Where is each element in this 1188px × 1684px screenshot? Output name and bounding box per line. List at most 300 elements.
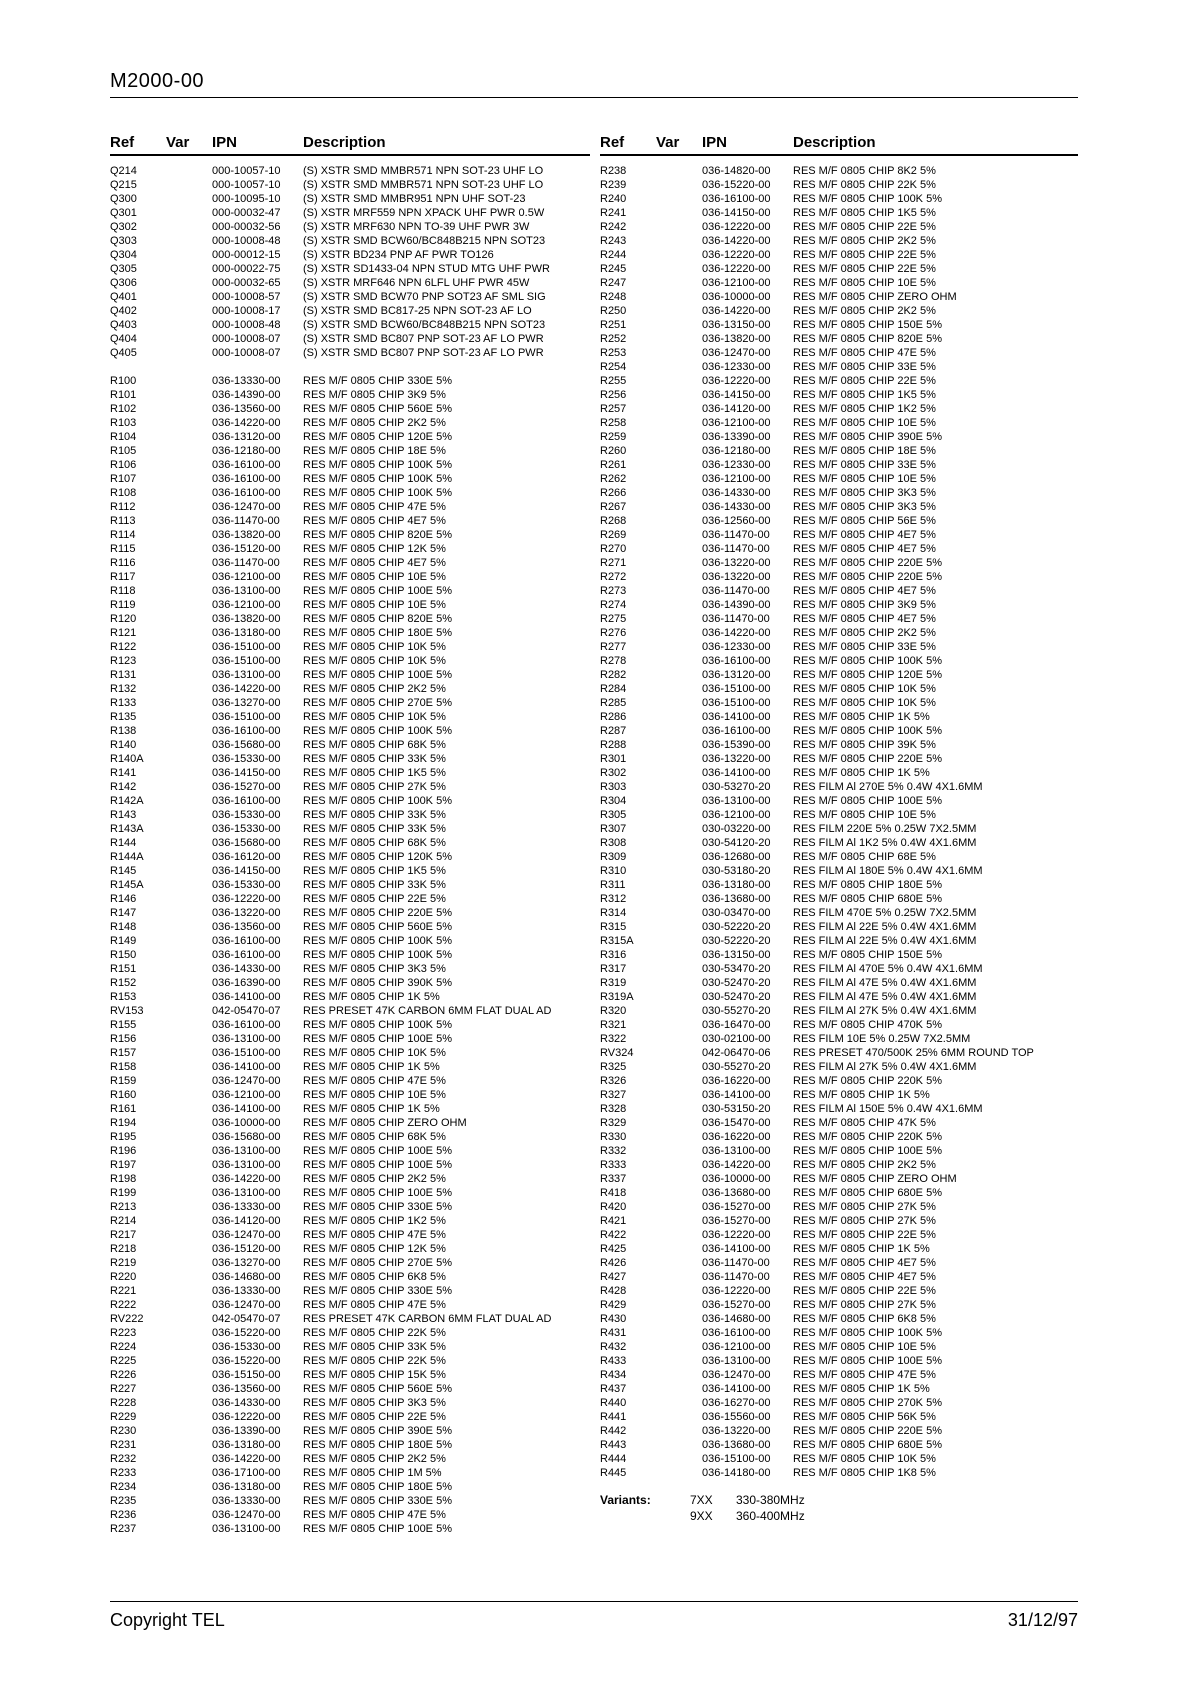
part-description: RES M/F 0805 CHIP 1K 5% [303,991,440,1003]
part-description: RES M/F 0805 CHIP 220E 5% [793,753,942,765]
part-row [600,850,1078,864]
part-row [600,738,1078,752]
part-ref: RV153 [110,1005,144,1017]
part-ref: R196 [110,1145,137,1157]
part-ref: R444 [600,1453,627,1465]
part-description: (S) XSTR SMD BC817-25 NPN SOT-23 AF LO [303,305,532,317]
part-description: RES M/F 0805 CHIP 220K 5% [793,1075,942,1087]
part-ipn: 036-13100-00 [212,1523,281,1535]
part-description: RES M/F 0805 CHIP 4E7 5% [793,613,936,625]
part-ipn: 036-12220-00 [702,263,771,275]
part-description: RES M/F 0805 CHIP 8K2 5% [793,165,936,177]
part-description: RES M/F 0805 CHIP 68E 5% [793,851,936,863]
part-description: RES M/F 0805 CHIP 47E 5% [303,1509,446,1521]
part-description: RES M/F 0805 CHIP 22E 5% [303,893,446,905]
part-ipn: 036-12100-00 [212,571,281,583]
part-ipn: 030-55270-20 [702,1005,771,1017]
part-row [600,976,1078,990]
part-row [600,304,1078,318]
part-ref: R229 [110,1411,137,1423]
part-ref: R142A [110,795,144,807]
part-description: RES M/F 0805 CHIP 3K3 5% [303,1397,446,1409]
part-row [600,696,1078,710]
part-ref: R326 [600,1075,627,1087]
part-row [600,682,1078,696]
part-row [600,360,1078,374]
part-description: RES M/F 0805 CHIP 1K 5% [793,767,930,779]
part-description: RES M/F 0805 CHIP 100K 5% [303,487,452,499]
part-ipn: 000-00022-75 [212,263,281,275]
part-ipn: 000-00032-65 [212,277,281,289]
part-row [110,178,590,192]
part-description: RES M/F 0805 CHIP 1K 5% [303,1061,440,1073]
part-description: RES FILM Al 180E 5% 0.4W 4X1.6MM [793,865,983,877]
part-description: RES M/F 0805 CHIP 100K 5% [793,193,942,205]
part-ref: R431 [600,1327,627,1339]
part-ipn: 030-52470-20 [702,977,771,989]
part-ref: R422 [600,1229,627,1241]
part-description: RES M/F 0805 CHIP 1K5 5% [793,207,936,219]
part-row [110,1522,590,1536]
part-ipn: 036-13180-00 [212,1481,281,1493]
part-row [600,542,1078,556]
part-ipn: 036-15100-00 [702,683,771,695]
part-ipn: 036-14390-00 [212,389,281,401]
part-row [110,1130,590,1144]
part-row [600,1340,1078,1354]
part-description: RES M/F 0805 CHIP 330E 5% [303,1201,452,1213]
part-description: RES M/F 0805 CHIP 120K 5% [303,851,452,863]
part-description: RES M/F 0805 CHIP 10K 5% [303,655,446,667]
part-ipn: 000-00032-47 [212,207,281,219]
part-row [600,1144,1078,1158]
part-ipn: 036-13390-00 [212,1425,281,1437]
part-row [600,556,1078,570]
part-ref: R266 [600,487,627,499]
part-ref: R253 [600,347,627,359]
part-row [600,1312,1078,1326]
part-description: RES M/F 0805 CHIP 10E 5% [793,809,936,821]
part-ref: R218 [110,1243,137,1255]
part-ref: R441 [600,1411,627,1423]
part-row [110,710,590,724]
part-row [600,346,1078,360]
part-ipn: 036-14820-00 [702,165,771,177]
part-description: RES M/F 0805 CHIP 22E 5% [793,263,936,275]
part-row [110,1186,590,1200]
part-row [110,528,590,542]
part-ipn: 030-53180-20 [702,865,771,877]
part-description: RES M/F 0805 CHIP 1K5 5% [793,389,936,401]
part-ipn: 036-13220-00 [702,753,771,765]
part-ref: Q401 [110,291,137,303]
part-ipn: 000-10008-07 [212,347,281,359]
part-ipn: 036-13330-00 [212,1201,281,1213]
part-ref: R117 [110,571,136,583]
part-ipn: 036-14220-00 [702,1159,771,1171]
part-ipn: 036-12470-00 [702,347,771,359]
part-row [110,318,590,332]
part-ipn: 042-06470-06 [702,1047,771,1059]
part-row [110,234,590,248]
part-ref: R315 [600,921,627,933]
part-row [110,290,590,304]
part-description: RES M/F 0805 CHIP 390E 5% [303,1425,452,1437]
part-ipn: 036-15100-00 [212,1047,281,1059]
part-description: RES M/F 0805 CHIP 47E 5% [303,1075,446,1087]
part-row [110,1060,590,1074]
part-row [600,654,1078,668]
part-description: RES M/F 0805 CHIP 2K2 5% [793,305,936,317]
part-description: RES M/F 0805 CHIP 220E 5% [303,907,452,919]
part-row [110,1074,590,1088]
part-row [110,696,590,710]
parts-list-right [600,164,1078,1480]
part-ref: R270 [600,543,627,555]
part-description: RES M/F 0805 CHIP 220E 5% [793,1425,942,1437]
part-row [600,500,1078,514]
part-row [110,514,590,528]
part-ref: R114 [110,529,136,541]
part-row [110,430,590,444]
part-row [600,234,1078,248]
part-description: RES M/F 0805 CHIP 3K3 5% [793,487,936,499]
part-row [600,920,1078,934]
part-ipn: 036-11470-00 [702,613,770,625]
part-ipn: 036-14220-00 [702,305,771,317]
part-ipn: 036-15330-00 [212,823,281,835]
part-description: RES M/F 0805 CHIP 6K8 5% [793,1313,936,1325]
part-ipn: 036-12470-00 [212,1229,281,1241]
column-header-ipn: IPN [702,134,728,151]
part-row [600,1424,1078,1438]
part-ipn: 036-15100-00 [212,711,281,723]
part-description: RES M/F 0805 CHIP 820E 5% [303,529,452,541]
variant-row [600,1508,1078,1524]
part-description: RES M/F 0805 CHIP 1K8 5% [793,1467,936,1479]
part-ref: Q300 [110,193,137,205]
part-ipn: 030-53270-20 [702,781,771,793]
part-row [600,906,1078,920]
part-row [110,864,590,878]
part-ref: R247 [600,277,627,289]
part-ipn: 036-14330-00 [212,1397,281,1409]
part-ref: R225 [110,1355,137,1367]
part-ipn: 036-15100-00 [212,655,281,667]
part-ref: R121 [110,627,137,639]
part-row [110,1312,590,1326]
part-row [110,1018,590,1032]
part-description: RES M/F 0805 CHIP 1K 5% [793,711,930,723]
part-ref: R102 [110,403,137,415]
part-ref: R305 [600,809,627,821]
part-description: RES M/F 0805 CHIP ZERO OHM [303,1117,467,1129]
part-ipn: 036-14100-00 [212,991,281,1003]
part-description: RES FILM Al 27K 5% 0.4W 4X1.6MM [793,1005,977,1017]
part-row [600,290,1078,304]
part-ipn: 036-10000-00 [702,291,771,303]
part-ref: R275 [600,613,627,625]
part-row [600,444,1078,458]
part-description: (S) XSTR MRF646 NPN 6LFL UHF PWR 45W [303,277,530,289]
part-row [110,304,590,318]
part-row [600,1200,1078,1214]
part-ref: R425 [600,1243,627,1255]
part-ipn: 036-12680-00 [702,851,771,863]
part-ref: R214 [110,1215,137,1227]
part-description: RES M/F 0805 CHIP 33K 5% [303,809,446,821]
part-description: RES M/F 0805 CHIP ZERO OHM [793,1173,957,1185]
part-ref: R227 [110,1383,137,1395]
part-row [600,1158,1078,1172]
part-ipn: 036-14330-00 [212,963,281,975]
part-ipn: 036-15560-00 [702,1411,771,1423]
part-ref: R271 [600,557,627,569]
part-description: RES M/F 0805 CHIP 33K 5% [303,823,446,835]
part-ref: R440 [600,1397,627,1409]
part-row [110,402,590,416]
part-row [600,962,1078,976]
part-ref: R151 [110,963,137,975]
part-ref: R122 [110,641,137,653]
part-row [600,178,1078,192]
part-row [110,976,590,990]
part-ref: R144A [110,851,144,863]
part-description: (S) XSTR SMD BC807 PNP SOT-23 AF LO PWR [303,333,544,345]
part-row [600,276,1078,290]
part-ref: R251 [600,319,627,331]
part-description: RES M/F 0805 CHIP 10E 5% [303,1089,446,1101]
part-ref: R118 [110,585,136,597]
part-description: RES M/F 0805 CHIP 180E 5% [303,627,452,639]
part-ref: R437 [600,1383,627,1395]
part-ipn: 036-14150-00 [212,865,281,877]
part-ipn: 036-14220-00 [702,235,771,247]
part-ref: R314 [600,907,627,919]
part-description: RES M/F 0805 CHIP 2K2 5% [303,417,446,429]
part-description: RES M/F 0805 CHIP 22K 5% [303,1355,446,1367]
part-row [110,1032,590,1046]
part-ipn: 000-10008-48 [212,235,281,247]
part-ipn: 036-16470-00 [702,1019,771,1031]
part-ipn: 036-12180-00 [212,445,281,457]
part-row [110,1298,590,1312]
part-ipn: 036-16100-00 [212,473,281,485]
part-row [110,1158,590,1172]
part-row [600,1186,1078,1200]
part-ref: R317 [600,963,627,975]
part-row [600,710,1078,724]
part-ref: R443 [600,1439,627,1451]
part-row [110,192,590,206]
part-ref: R301 [600,753,627,765]
part-ref: R198 [110,1173,137,1185]
part-ipn: 036-15680-00 [212,739,281,751]
part-ipn: 036-12220-00 [702,375,771,387]
part-ref: R240 [600,193,627,205]
part-ref: R327 [600,1089,627,1101]
part-ref: R142 [110,781,137,793]
part-row [600,1102,1078,1116]
part-description: RES M/F 0805 CHIP 3K3 5% [303,963,446,975]
part-ipn: 000-00032-56 [212,221,281,233]
part-ipn: 036-13180-00 [212,1439,281,1451]
part-ipn: 036-14220-00 [212,1173,281,1185]
part-ipn: 036-13220-00 [702,1425,771,1437]
part-ipn: 036-13100-00 [702,1355,771,1367]
part-ref: R284 [600,683,627,695]
part-ref: R113 [110,515,136,527]
part-ipn: 036-12220-00 [212,1411,281,1423]
part-row [600,990,1078,1004]
part-ref: R199 [110,1187,137,1199]
part-description: RES M/F 0805 CHIP 330E 5% [303,1495,452,1507]
part-description: (S) XSTR MRF559 NPN XPACK UHF PWR 0.5W [303,207,545,219]
part-row [110,276,590,290]
part-row [110,1116,590,1130]
part-ipn: 036-13150-00 [702,949,771,961]
part-row [600,752,1078,766]
part-description: RES M/F 0805 CHIP 100E 5% [303,1145,452,1157]
part-description: RES M/F 0805 CHIP 390K 5% [303,977,452,989]
part-description: RES M/F 0805 CHIP 10E 5% [793,473,936,485]
part-ipn: 036-15330-00 [212,809,281,821]
part-ref: R330 [600,1131,627,1143]
part-description: RES M/F 0805 CHIP 68K 5% [303,837,446,849]
part-description: RES FILM 220E 5% 0.25W 7X2.5MM [793,823,977,835]
part-ref: R262 [600,473,627,485]
part-row [110,920,590,934]
part-description: RES M/F 0805 CHIP 100K 5% [793,1327,942,1339]
part-row [110,850,590,864]
part-row [110,584,590,598]
header-rule [110,97,1078,98]
part-description: (S) XSTR SMD BC807 PNP SOT-23 AF LO PWR [303,347,544,359]
part-description: RES PRESET 470/500K 25% 6MM ROUND TOP [793,1047,1034,1059]
part-ref: R144 [110,837,137,849]
part-ref: R152 [110,977,137,989]
parts-column-right [600,134,1078,1524]
part-ref: R143A [110,823,144,835]
part-ref: R434 [600,1369,627,1381]
part-ref: R141 [110,767,137,779]
part-description: RES M/F 0805 CHIP 10E 5% [793,277,936,289]
part-description: RES FILM Al 47E 5% 0.4W 4X1.6MM [793,977,977,989]
part-description: RES M/F 0805 CHIP 2K2 5% [303,1173,446,1185]
part-row [600,528,1078,542]
part-row [110,1466,590,1480]
part-description: (S) XSTR SD1433-04 NPN STUD MTG UHF PWR [303,263,550,275]
part-ipn: 036-16100-00 [702,655,771,667]
part-ipn: 036-11470-00 [212,557,280,569]
part-ref: R288 [600,739,627,751]
part-row [600,486,1078,500]
part-ipn: 000-10008-17 [212,305,281,317]
part-description: RES M/F 0805 CHIP 10K 5% [793,697,936,709]
part-ref: R243 [600,235,627,247]
part-description: RES M/F 0805 CHIP 100E 5% [303,1187,452,1199]
part-row [600,206,1078,220]
part-ref: R311 [600,879,626,891]
part-ref: R239 [600,179,627,191]
part-row [600,612,1078,626]
part-description: RES M/F 0805 CHIP 47E 5% [303,501,446,513]
part-row [600,220,1078,234]
part-ipn: 036-11470-00 [702,543,770,555]
part-description: RES M/F 0805 CHIP 47E 5% [303,1299,446,1311]
part-description: RES M/F 0805 CHIP 680E 5% [793,1187,942,1199]
part-row [110,472,590,486]
part-ipn: 036-15220-00 [212,1327,281,1339]
part-ref: R161 [110,1103,137,1115]
part-ipn: 036-12220-00 [702,249,771,261]
part-ref: R149 [110,935,137,947]
part-ref: Q305 [110,263,137,275]
part-ipn: 000-10008-48 [212,319,281,331]
part-description: RES M/F 0805 CHIP 3K9 5% [793,599,936,611]
part-ipn: 030-52470-20 [702,991,771,1003]
part-row [110,598,590,612]
part-row [110,766,590,780]
part-row [600,430,1078,444]
part-description: RES M/F 0805 CHIP 1K 5% [303,1103,440,1115]
part-row [110,1046,590,1060]
part-ref: Q303 [110,235,137,247]
part-ref: R242 [600,221,627,233]
part-row [600,514,1078,528]
part-ipn: 036-13100-00 [702,795,771,807]
part-row [110,878,590,892]
part-description: RES M/F 0805 CHIP 330E 5% [303,375,452,387]
part-row [110,1172,590,1186]
column-header-description: Description [303,134,386,151]
part-row [600,836,1078,850]
part-ipn: 036-14100-00 [212,1061,281,1073]
part-ref: R276 [600,627,627,639]
part-ipn: 036-12560-00 [702,515,771,527]
part-row [110,1004,590,1018]
part-ipn: 036-12470-00 [702,1369,771,1381]
part-ipn: 036-12470-00 [212,1299,281,1311]
part-row [110,1452,590,1466]
footer-date: 31/12/97 [1007,1610,1078,1630]
part-ref: R101 [110,389,137,401]
footer-copyright: Copyright TEL [110,1610,225,1630]
part-description: RES M/F 0805 CHIP 220E 5% [793,557,942,569]
part-ipn: 036-12470-00 [212,1509,281,1521]
part-description: RES M/F 0805 CHIP 2K2 5% [793,235,936,247]
part-ref: R224 [110,1341,137,1353]
part-ref: Q403 [110,319,137,331]
part-description: RES M/F 0805 CHIP 10K 5% [303,641,446,653]
part-description: RES M/F 0805 CHIP 22E 5% [793,221,936,233]
part-description: RES M/F 0805 CHIP 3K3 5% [793,501,936,513]
part-ipn: 036-14390-00 [702,599,771,611]
part-description: RES M/F 0805 CHIP 22E 5% [793,1229,936,1241]
part-ref: R228 [110,1397,137,1409]
part-description: RES M/F 0805 CHIP 100K 5% [303,795,452,807]
part-row [110,1228,590,1242]
part-ipn: 036-14120-00 [702,403,771,415]
part-description: RES PRESET 47K CARBON 6MM FLAT DUAL AD [303,1313,552,1325]
part-ipn: 036-13100-00 [212,1145,281,1157]
part-ref: R278 [600,655,627,667]
part-row [110,416,590,430]
part-ipn: 036-13220-00 [702,557,771,569]
part-ref: Q215 [110,179,137,191]
part-row [600,878,1078,892]
part-ref: R148 [110,921,137,933]
